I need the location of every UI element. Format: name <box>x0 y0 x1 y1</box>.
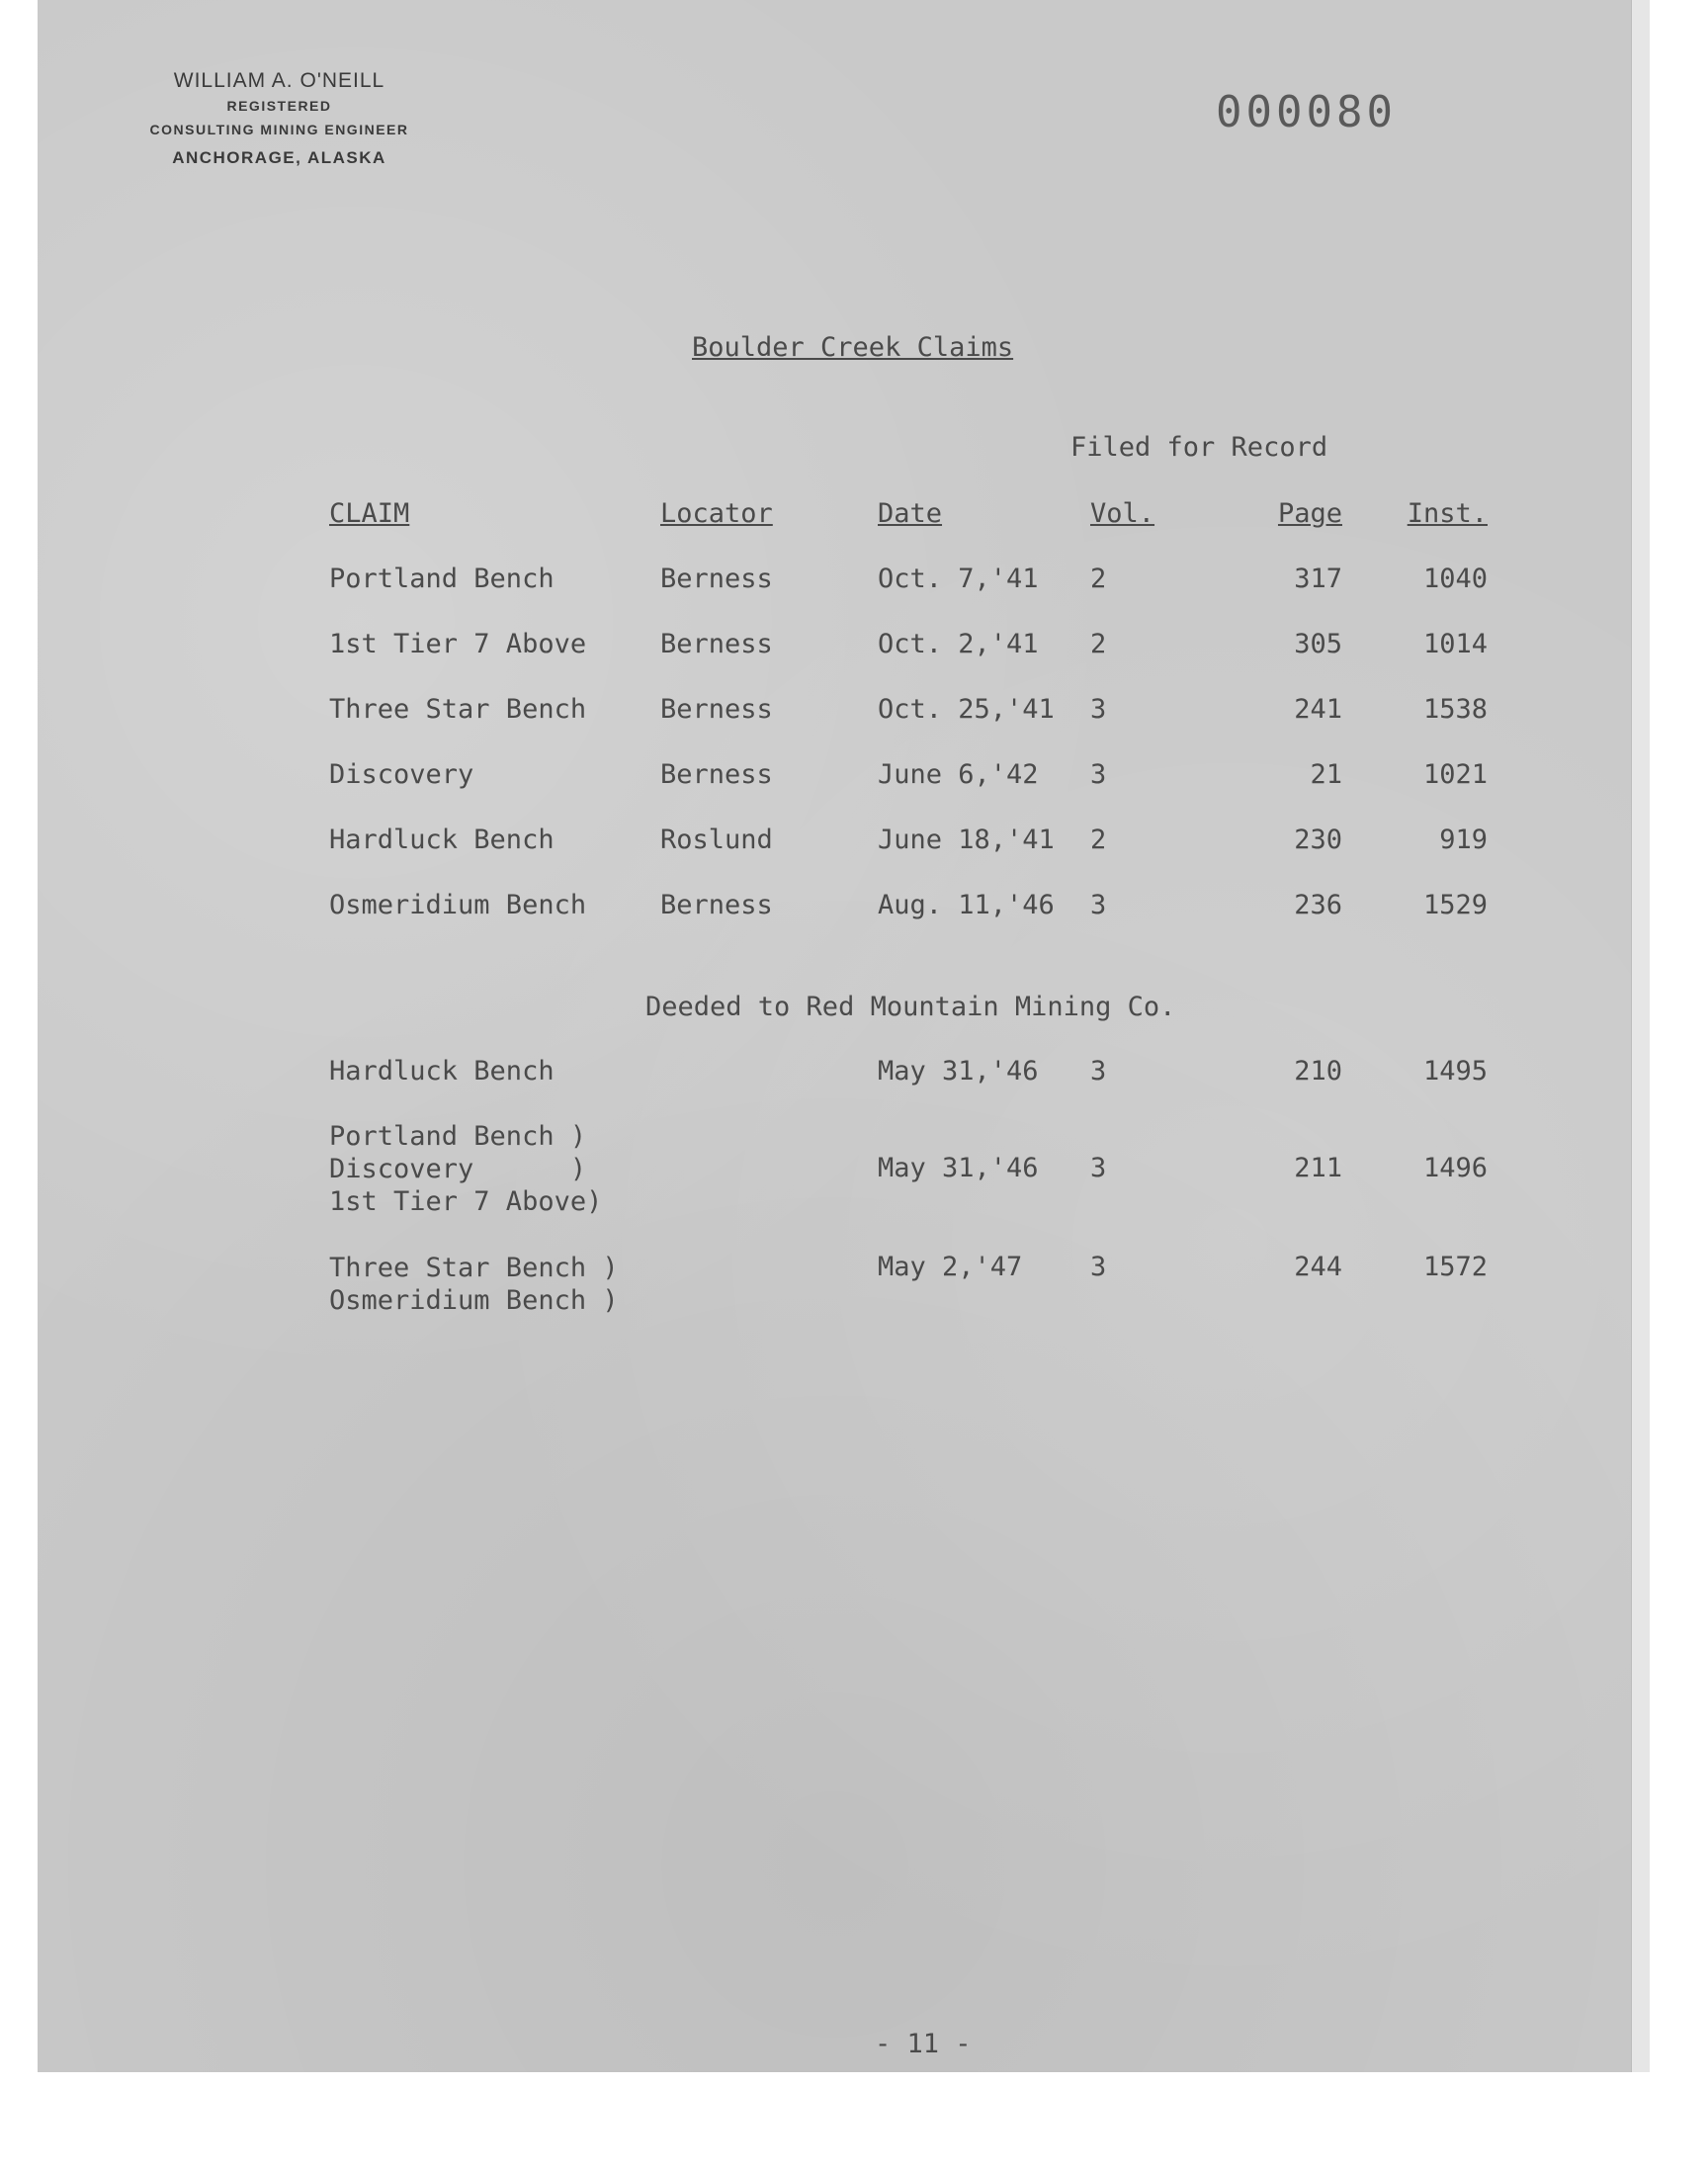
deeded-vol: 3 <box>1090 1056 1107 1087</box>
letterhead-registered: REGISTERED <box>226 98 332 114</box>
claim-vol: 3 <box>1090 694 1107 725</box>
deeded-claim-line: Three Star Bench ) <box>329 1253 619 1283</box>
claim-locator: Berness <box>660 759 773 790</box>
claim-inst: 1529 <box>1422 890 1488 920</box>
deeded-heading: Deeded to Red Mountain Mining Co. <box>645 992 1176 1022</box>
claim-locator: Berness <box>660 629 773 659</box>
claim-locator: Berness <box>660 890 773 920</box>
claim-date: Oct. 25,'41 <box>878 694 1055 725</box>
deeded-inst: 1572 <box>1422 1252 1488 1282</box>
claim-name: Three Star Bench <box>329 694 587 725</box>
claim-vol: 2 <box>1090 825 1107 855</box>
header-date: Date <box>878 498 943 529</box>
filed-for-record-heading: Filed for Record <box>1070 432 1328 463</box>
claim-page: 236 <box>1294 890 1342 920</box>
claim-name: Hardluck Bench <box>329 825 555 855</box>
claim-inst: 919 <box>1439 825 1488 855</box>
claim-vol: 2 <box>1090 629 1107 659</box>
claim-locator: Roslund <box>660 825 773 855</box>
page-number: - 11 - <box>875 2029 972 2059</box>
claim-name: Osmeridium Bench <box>329 890 587 920</box>
claim-vol: 3 <box>1090 759 1107 790</box>
header-inst: Inst. <box>1407 498 1488 529</box>
claim-inst: 1021 <box>1422 759 1488 790</box>
claim-date: Oct. 2,'41 <box>878 629 1039 659</box>
claim-page: 230 <box>1294 825 1342 855</box>
deeded-inst: 1496 <box>1422 1153 1488 1183</box>
header-vol: Vol. <box>1090 498 1155 529</box>
deeded-date: May 31,'46 <box>878 1056 1039 1087</box>
letterhead-location: ANCHORAGE, ALASKA <box>172 148 386 167</box>
claim-date: Oct. 7,'41 <box>878 564 1039 594</box>
claim-name: Portland Bench <box>329 564 555 594</box>
deeded-claim-line: Osmeridium Bench ) <box>329 1285 619 1316</box>
claim-inst: 1040 <box>1422 564 1488 594</box>
deeded-page: 211 <box>1294 1153 1342 1183</box>
claim-name: 1st Tier 7 Above <box>329 629 587 659</box>
letterhead-title: CONSULTING MINING ENGINEER <box>149 122 409 137</box>
deeded-date: May 2,'47 <box>878 1252 1023 1282</box>
deeded-claim-line: 1st Tier 7 Above) <box>329 1186 603 1217</box>
header-locator: Locator <box>660 498 773 529</box>
claim-inst: 1538 <box>1422 694 1488 725</box>
claim-locator: Berness <box>660 564 773 594</box>
document-title: Boulder Creek Claims <box>692 332 1014 363</box>
deeded-claim-line: Hardluck Bench <box>329 1056 555 1087</box>
claim-page: 241 <box>1294 694 1342 725</box>
claim-vol: 3 <box>1090 890 1107 920</box>
claim-page: 317 <box>1294 564 1342 594</box>
claim-date: June 6,'42 <box>878 759 1039 790</box>
deeded-inst: 1495 <box>1422 1056 1488 1087</box>
deeded-claim-line: Portland Bench ) <box>329 1121 587 1152</box>
deeded-claim-line: Discovery ) <box>329 1154 587 1184</box>
claim-inst: 1014 <box>1422 629 1488 659</box>
deeded-vol: 3 <box>1090 1153 1107 1183</box>
claim-page: 21 <box>1310 759 1342 790</box>
deeded-date: May 31,'46 <box>878 1153 1039 1183</box>
claim-date: Aug. 11,'46 <box>878 890 1055 920</box>
deeded-page: 210 <box>1294 1056 1342 1087</box>
claim-page: 305 <box>1294 629 1342 659</box>
deeded-page: 244 <box>1294 1252 1342 1282</box>
claim-date: June 18,'41 <box>878 825 1055 855</box>
page-edge <box>1631 0 1650 2072</box>
header-claim: CLAIM <box>329 498 410 529</box>
header-page: Page <box>1277 498 1342 529</box>
claim-locator: Berness <box>660 694 773 725</box>
document-number: 000080 <box>1216 87 1397 137</box>
claim-name: Discovery <box>329 759 474 790</box>
claim-vol: 2 <box>1090 564 1107 594</box>
document-page <box>38 0 1631 2072</box>
letterhead-name: WILLIAM A. O'NEILL <box>173 69 385 92</box>
deeded-vol: 3 <box>1090 1252 1107 1282</box>
